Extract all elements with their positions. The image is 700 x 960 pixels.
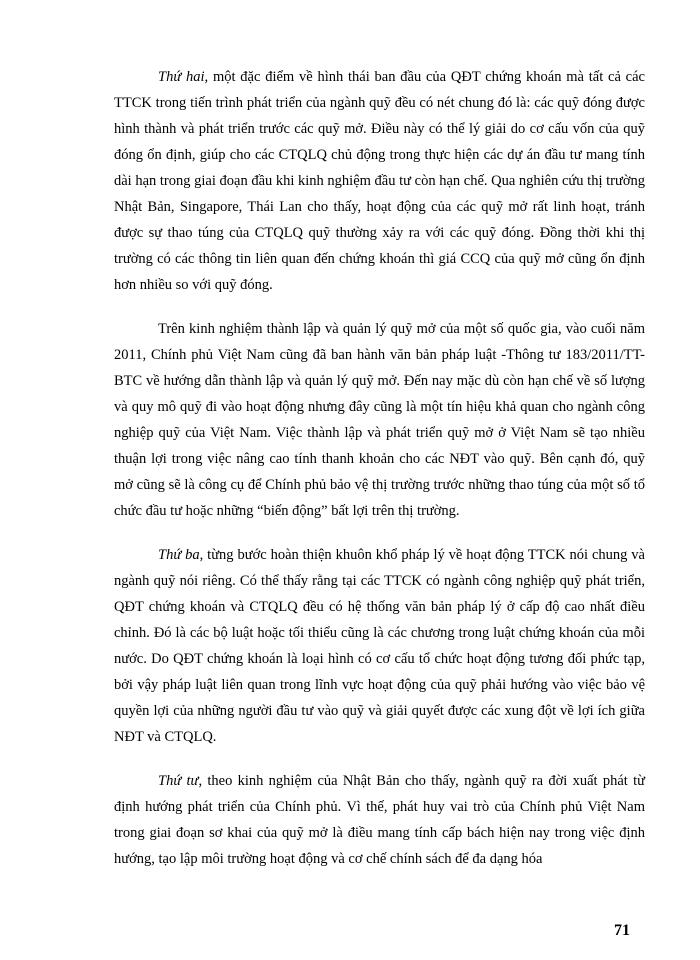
paragraph-thu-hai bbox=[114, 64, 645, 298]
page-body bbox=[114, 64, 645, 872]
page-number: 71 bbox=[614, 922, 630, 939]
paragraph-thu-tu bbox=[114, 768, 645, 872]
paragraph-lead: Thứ ba bbox=[158, 547, 200, 563]
paragraph-quy-mo bbox=[114, 316, 645, 524]
paragraph-lead: Thứ hai, bbox=[158, 69, 209, 85]
paragraph-text: , từng bước hoàn thiện khuôn khổ pháp lý về hoạt động TTCK nói chung và ngành quỹ nói riêng. Có thể thấy rằng tại các TTCK có ngành công nghiệp quỹ phát triển, QĐT chứng khoán và CTQLQ đều có hệ thống văn bản pháp lý ở cấp độ cao nhất điều chỉnh. Đó là các bộ luật hoặc tối thiểu cũng là các chương trong luật chứng khoán của mỗi nước. Do QĐT chứng khoán là loại hình có cơ cấu tổ chức hoạt động tương đối phức tạp, bởi vậy pháp luật liên quan trong lĩnh vực hoạt động của quỹ phải hướng vào việc bảo vệ quyền lợi của những người đầu tư vào quỹ và giải quyết được các xung đột về lợi ích giữa NĐT và CTQLQ. bbox=[114, 547, 645, 745]
paragraph-lead: Thứ tư bbox=[158, 773, 199, 789]
paragraph-text: Trên kinh nghiệm thành lập và quản lý quỹ mở của một số quốc gia, vào cuối năm 2011, Chính phủ Việt Nam cũng đã ban hành văn bản pháp luật -Thông tư 183/2011/TT-BTC về hướng dẫn thành lập và quản lý quỹ mở. Đến nay mặc dù còn hạn chế về số lượng và quy mô quỹ đi vào hoạt động nhưng đây cũng là một tín hiệu khả quan cho ngành công nghiệp quỹ của Việt Nam. Việc thành lập và phát triển quỹ mở ở Việt Nam sẽ tạo nhiều thuận lợi trong việc nâng cao tính thanh khoản cho các NĐT vào quỹ. Bên cạnh đó, quỹ mở cũng sẽ là công cụ để Chính phủ bảo vệ thị trường trước những thao túng của một số tổ chức đầu tư hoặc những “biến động” bất lợi trên thị trường. bbox=[114, 321, 645, 519]
paragraph-thu-ba bbox=[114, 542, 645, 750]
paragraph-text: một đặc điểm về hình thái ban đầu của QĐT chứng khoán mà tất cả các TTCK trong tiến trình phát triển của ngành quỹ đều có nét chung đó là: các quỹ đóng được hình thành và phát triển trước các quỹ mở. Điều này có thể lý giải do cơ cấu vốn của quỹ đóng ổn định, giúp cho các CTQLQ chủ động trong thực hiện các dự án đầu tư mang tính dài hạn trong giai đoạn đầu khi kinh nghiệm đầu tư còn hạn chế. Qua nghiên cứu thị trường Nhật Bản, Singapore, Thái Lan cho thấy, hoạt động của các quỹ mở rất linh hoạt, tránh được sự thao túng của CTQLQ quỹ thường xảy ra với các quỹ đóng. Đồng thời khi thị trường có các thông tin liên quan đến chứng khoán thì giá CCQ của quỹ mở cũng ổn định hơn nhiều so với quỹ đóng. bbox=[114, 69, 645, 293]
paragraph-text: , theo kinh nghiệm của Nhật Bản cho thấy, ngành quỹ ra đời xuất phát từ định hướng phát triển của Chính phủ. Vì thế, phát huy vai trò của Chính phủ Việt Nam trong giai đoạn sơ khai của quỹ mở là điều mang tính cấp bách hiện nay trong việc định hướng, tạo lập môi trường hoạt động và cơ chế chính sách để đa dạng hóa bbox=[114, 773, 645, 867]
